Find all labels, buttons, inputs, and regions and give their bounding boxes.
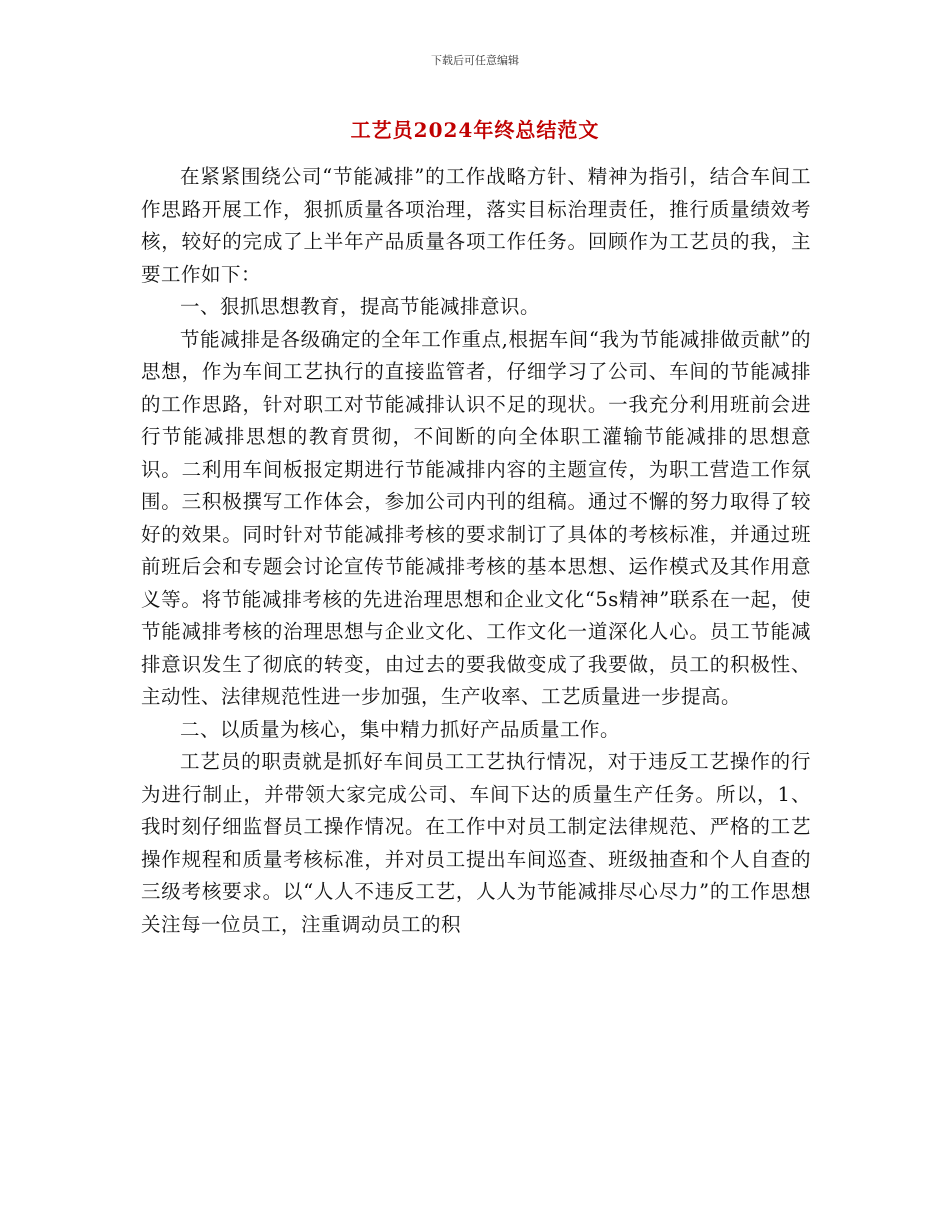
document-title: 工艺员2024年终总结范文 <box>350 118 600 142</box>
page-header-note: 下载后可任意编辑 <box>431 54 519 67</box>
paragraph-section-2: 工艺员的职责就是抓好车间员工工艺执行情况，对于违反工艺操作的行为进行制止，并带领大家完成公司、车间下达的质量生产任务。所以，1、我时刻仔细监督员工操作情况。在工作中对员工制定法律规范、严格的工艺操作规程和质量考核标准，并对员工提出车间巡查、班级抽查和个人自查的三级考核要求。以“人人不违反工艺，人人为节能减排尽心尽力”的工作思想关注每一位员工，注重调动员工的积 <box>141 750 811 936</box>
paragraph-intro: 在紧紧围绕公司“节能减排”的工作战略方针、精神为指引，结合车间工作思路开展工作，狠抓质量各项治理，落实目标治理责任，推行质量绩效考核，较好的完成了上半年产品质量各项工作任务。回顾作为工艺员的我，主要工作如下： <box>141 165 811 286</box>
section-heading-1: 一、狠抓思想教育，提高节能减排意识。 <box>180 295 541 318</box>
section-heading-2: 二、以质量为核心，集中精力抓好产品质量工作。 <box>180 717 621 741</box>
paragraph-section-1: 节能减排是各级确定的全年工作重点,根据车间“我为节能减排做贡献”的思想，作为车间工艺执行的直接监管者，仔细学习了公司、车间的节能减排的工作思路，针对职工对节能减排认识不足的现状。一我充分利用班前会进行节能减排思想的教育贯彻，不间断的向全体职工灌输节能减排的思想意识。二利用车间板报定期进行节能减排内容的主题宣传，为职工营造工作氛围。三积极撰写工作体会，参加公司内刊的组稿。通过不懈的努力取得了较好的效果。同时针对节能减排考核的要求制订了具体的考核标准，并通过班前班后会和专题会讨论宣传节能减排考核的基本思想、运作模式及其作用意义等。将节能减排考核的先进治理思想和企业文化“5s精神”联系在一起，使节能减排考核的治理思想与企业文化、工作文化一道深化人心。员工节能减排意识发生了彻底的转变，由过去的要我做变成了我要做，员工的积极性、主动性、法律规范性进一步加强，生产收率、工艺质量进一步提高。 <box>141 327 811 708</box>
document-body <box>141 161 811 941</box>
